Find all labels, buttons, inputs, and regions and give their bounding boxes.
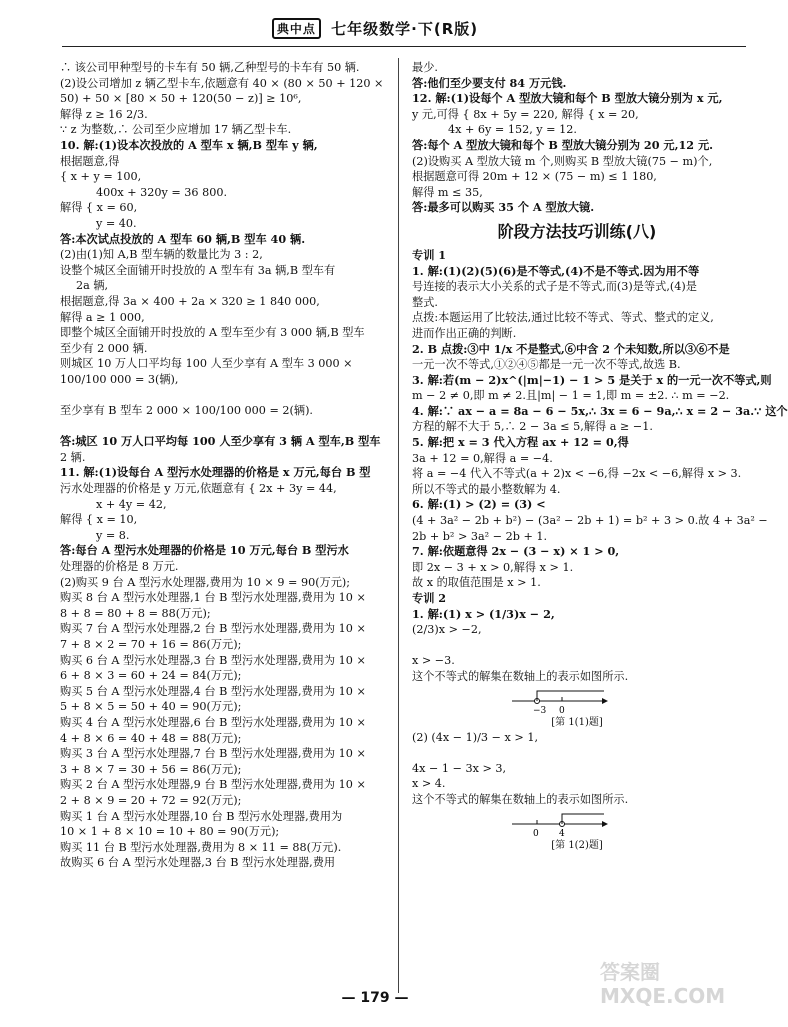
left-line: 2 + 8 × 9 = 20 + 72 = 92(万元); [60, 793, 242, 807]
left-line: 根据题意,得 [60, 154, 120, 168]
right-bottom-line: 将 a = −4 代入不等式(a + 2)x < −6,得 −2x < −6,解得 x > 3. [412, 467, 742, 481]
left-line: 购买 4 台 A 型污水处理器,6 台 B 型污水处理器,费用为 10 × [60, 715, 366, 729]
left-line: 7 + 8 × 2 = 70 + 16 = 86(万元); [60, 637, 242, 651]
left-line: (2)由(1)知 A,B 型车辆的数量比为 3 : 2, [60, 248, 263, 262]
left-line: { x + y = 100, [60, 170, 142, 184]
right-bottom-line: (2/3)x > −2, [412, 623, 482, 637]
left-line: 购买 3 台 A 型污水处理器,7 台 B 型污水处理器,费用为 10 × [60, 747, 366, 761]
left-line [60, 387, 390, 403]
right-bottom-line: 5. 解:把 x = 3 代入方程 ax + 12 = 0,得 [412, 435, 629, 450]
left-line: 解得 a ≥ 1 000, [60, 310, 145, 324]
right-bottom-line: 2. B 点拨:③中 1/x 不是整式,⑥中含 2 个未知数,所以③⑥不是 [412, 341, 730, 356]
left-line: 购买 2 台 A 型污水处理器,9 台 B 型污水处理器,费用为 10 × [60, 778, 366, 792]
right-bottom-line: 4. 解:∵ ax − a = 8a − 6 − 5x,∴ 3x = 6 − 9a,∴ x = 2 − 3a.∵ 这个 [412, 403, 788, 418]
left-line: y = 40. [96, 216, 137, 230]
left-line: 2 辆. [60, 450, 86, 464]
left-line: 故购买 6 台 A 型污水处理器,3 台 B 型污水处理器,费用 [60, 856, 336, 870]
numline2-tick-1: 4 [559, 828, 565, 839]
right-bottom-line: 专训 2 [412, 591, 447, 605]
number-line-2-graphic [412, 808, 612, 838]
left-line: 6 + 8 × 3 = 60 + 24 = 84(万元); [60, 669, 242, 683]
right-top-block [412, 60, 742, 216]
book-logo: 典中点 [272, 18, 321, 39]
right-bottom-line: 点拨:本题运用了比较法,通过比较不等式、等式、整式的定义, [412, 311, 714, 325]
left-line: 答:每台 A 型污水处理器的价格是 10 万元,每台 B 型污水 [60, 543, 349, 558]
left-line: 400x + 320y = 36 800. [96, 185, 228, 199]
left-column [60, 60, 390, 871]
left-line: 设整个城区全面铺开时投放的 A 型车有 3a 辆,B 型车有 [60, 263, 336, 277]
left-line: ∴ 该公司甲种型号的卡车有 50 辆,乙种型号的卡车有 50 辆. [60, 61, 360, 74]
right-after-line: (2) (4x − 1)/3 − x > 1, [412, 730, 539, 744]
number-line-1-graphic [412, 685, 612, 715]
left-line: 解得 { x = 60, [60, 201, 138, 215]
right-bottom-block [412, 247, 788, 685]
right-top-line: (2)设购买 A 型放大镜 m 个,则购买 B 型放大镜(75 − m)个, [412, 154, 713, 168]
left-line: 2a 辆, [76, 279, 109, 293]
left-line: 4 + 8 × 6 = 40 + 48 = 88(万元); [60, 731, 242, 745]
left-line: ∵ z 为整数,∴ 公司至少应增加 17 辆乙型卡车. [60, 123, 292, 137]
left-line: 10 × 1 + 8 × 10 = 10 + 80 = 90(万元); [60, 825, 280, 839]
left-line: 至少享有 B 型车 2 000 × 100/100 000 = 2(辆). [60, 404, 313, 418]
left-line: 解得 { x = 10, [60, 513, 138, 527]
left-line: 答:城区 10 万人口平均每 100 人至少享有 3 辆 A 型车,B 型车 [60, 434, 381, 449]
left-line: y = 8. [96, 528, 130, 542]
left-line: x + 4y = 42, [96, 497, 167, 511]
page-number: — 179 — [341, 990, 409, 1006]
left-line: 50) + 50 × [80 × 50 + 120(50 − z)] ≥ 10⁶, [60, 92, 302, 106]
left-line: (2)购买 9 台 A 型污水处理器,费用为 10 × 9 = 90(万元); [60, 575, 351, 589]
right-bottom-line: 1. 解:(1)(2)(5)(6)是不等式,(4)不是不等式.因为用不等 [412, 263, 700, 278]
left-line: 污水处理器的价格是 y 万元,依题意有 { 2x + 3y = 44, [60, 482, 337, 496]
right-bottom-line: 这个不等式的解集在数轴上的表示如图所示. [412, 669, 629, 683]
right-bottom-line: (4 + 3a² − 2b + b²) − (3a² − 2b + 1) = b² + 3 > 0.故 4 + 3a² − [412, 514, 768, 528]
right-bottom-line: 1. 解:(1) x > (1/3)x − 2, [412, 606, 555, 621]
left-line: 解得 z ≥ 16 2/3. [60, 107, 148, 121]
right-top-line: 根据题意可得 20m + 12 × (75 − m) ≤ 1 180, [412, 170, 657, 184]
right-bottom-line: 即 2x − 3 + x > 0,解得 x > 1. [412, 560, 574, 574]
watermark-text-1: 答案圈 [600, 960, 660, 984]
page-header [0, 18, 750, 39]
header-rule [62, 46, 746, 47]
left-line: 购买 5 台 A 型污水处理器,4 台 B 型污水处理器,费用为 10 × [60, 684, 366, 698]
right-top-line: 4x + 6y = 152, y = 12. [448, 123, 577, 137]
right-after-line: x > 4. [412, 777, 446, 791]
right-after-line: 这个不等式的解集在数轴上的表示如图所示. [412, 792, 629, 806]
book-title: 七年级数学·下(R版) [331, 20, 479, 38]
right-bottom-line: 故 x 的取值范围是 x > 1. [412, 576, 541, 590]
left-line: 10. 解:(1)设本次投放的 A 型车 x 辆,B 型车 y 辆, [60, 137, 318, 152]
right-bottom-line: 3. 解:若(m − 2)x^(|m|−1) − 1 > 5 是关于 x 的一元一次不等式,则 [412, 372, 772, 387]
right-bottom-line: m − 2 ≠ 0,即 m ≠ 2.且|m| − 1 = 1,即 m = ±2. ∴ m = −2. [412, 389, 730, 403]
section-title: 阶段方法技巧训练(八) [497, 221, 657, 241]
right-bottom-line: 整式. [412, 295, 438, 309]
right-bottom-line: 2b + b² > 3a² − 2b + 1. [412, 529, 548, 543]
right-after-line: 4x − 1 − 3x > 3, [412, 761, 507, 775]
right-top-line: 最少. [412, 61, 438, 74]
left-line: 即整个城区全面铺开时投放的 A 型车至少有 3 000 辆,B 型车 [60, 326, 365, 340]
numline2-caption: [第 1(2)题] [551, 839, 603, 851]
left-line: 3 + 8 × 7 = 30 + 56 = 86(万元); [60, 762, 242, 776]
right-top-line: 解得 m ≤ 35, [412, 185, 483, 199]
right-top-line: y 元,可得 { 8x + 5y = 220, 解得 { x = 20, [412, 107, 639, 121]
right-bottom-line: 方程的解不大于 5,∴ 2 − 3a ≤ 5,解得 a ≥ −1. [412, 420, 653, 434]
numline1-tick-1: 0 [559, 705, 565, 716]
right-top-line: 答:最多可以购买 35 个 A 型放大镜. [412, 200, 595, 215]
left-line: 则城区 10 万人口平均每 100 人至少享有 A 型车 3 000 × [60, 357, 353, 371]
left-line: 11. 解:(1)设每台 A 型污水处理器的价格是 x 万元,每台 B 型 [60, 465, 371, 480]
left-line: (2)设公司增加 z 辆乙型卡车,依题意有 40 × (80 × 50 + 120 × [60, 76, 384, 90]
right-after-line [412, 745, 742, 761]
right-bottom-line: 号连接的表示大小关系的式子是不等式,而(3)是等式,(4)是 [412, 280, 697, 294]
left-line: 购买 7 台 A 型污水处理器,2 台 B 型污水处理器,费用为 10 × [60, 622, 366, 636]
right-bottom-line: 专训 1 [412, 247, 447, 262]
left-line: 至少有 2 000 辆. [60, 341, 148, 355]
left-line: 答:本次试点投放的 A 型车 60 辆,B 型车 40 辆. [60, 231, 306, 246]
right-top-line: 答:他们至少要支付 84 万元钱. [412, 75, 567, 90]
right-bottom-line: 6. 解:(1) > (2) = (3) < [412, 497, 546, 512]
right-bottom-line: 3a + 12 = 0,解得 a = −4. [412, 451, 553, 465]
number-line-1 [412, 685, 742, 715]
numline1-tick-0: −3 [533, 705, 547, 716]
left-line [60, 419, 390, 435]
left-line: 购买 8 台 A 型污水处理器,1 台 B 型污水处理器,费用为 10 × [60, 591, 366, 605]
right-top-line: 12. 解:(1)设每个 A 型放大镜和每个 B 型放大镜分别为 x 元, [412, 91, 723, 106]
column-divider [398, 58, 399, 993]
numline1-caption: [第 1(1)题] [551, 716, 603, 728]
watermark [600, 960, 740, 1020]
right-bottom-line: 7. 解:依题意得 2x − (3 − x) × 1 > 0, [412, 544, 620, 559]
left-line: 根据题意,得 3a × 400 + 2a × 320 ≥ 1 840 000, [60, 294, 320, 308]
right-bottom-line: x > −3. [412, 654, 455, 668]
right-bottom-line: 所以不等式的最小整数解为 4. [412, 482, 561, 496]
right-bottom-line [412, 638, 742, 654]
left-line: 购买 11 台 B 型污水处理器,费用为 8 × 11 = 88(万元). [60, 840, 342, 854]
numline2-tick-0: 0 [533, 828, 539, 839]
number-line-2 [412, 808, 742, 838]
left-line: 5 + 8 × 5 = 50 + 40 = 90(万元); [60, 700, 242, 714]
right-bottom-line: 一元一次不等式,①②④⑤都是一元一次不等式,故选 B. [412, 358, 681, 372]
left-line: 处理器的价格是 8 万元. [60, 560, 179, 573]
right-bottom-line: 进而作出正确的判断. [412, 326, 517, 340]
left-line: 购买 6 台 A 型污水处理器,3 台 B 型污水处理器,费用为 10 × [60, 653, 366, 667]
left-line: 购买 1 台 A 型污水处理器,10 台 B 型污水处理器,费用为 [60, 809, 343, 823]
right-column [412, 60, 788, 853]
right-top-line: 答:每个 A 型放大镜和每个 B 型放大镜分别为 20 元,12 元. [412, 137, 714, 152]
left-line: 100/100 000 = 3(辆), [60, 372, 179, 386]
right-after-block [412, 730, 742, 808]
watermark-text-2: MXQE.COM [600, 984, 726, 1008]
left-line: 8 + 8 = 80 + 8 = 88(万元); [60, 606, 211, 620]
